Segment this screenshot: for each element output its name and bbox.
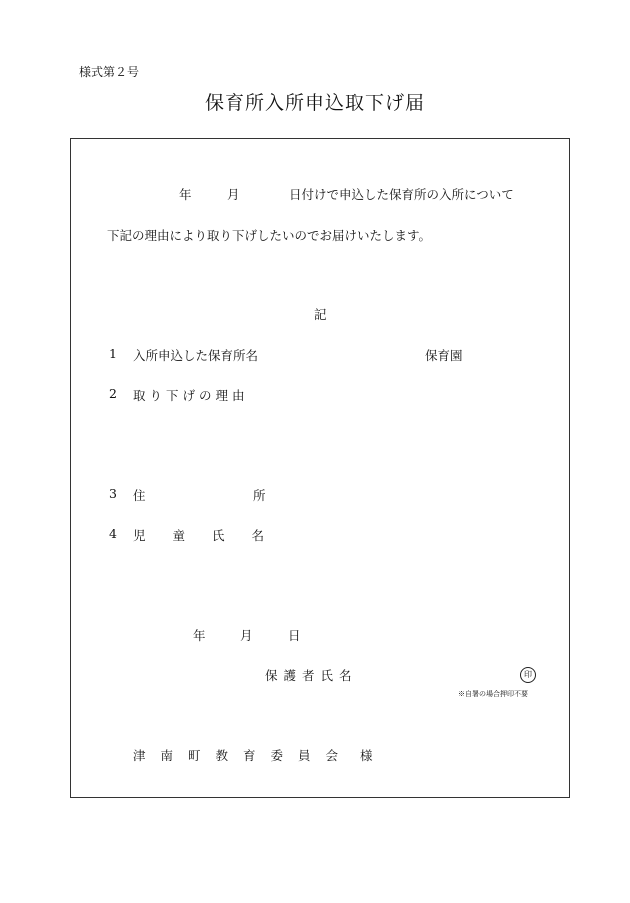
document-title: 保育所入所申込取下げ届 (204, 92, 425, 114)
item-4-number: 4 (109, 526, 117, 541)
item-3-label-a: 住 (133, 488, 146, 503)
form-number: 様式第２号 (79, 65, 140, 79)
item-3-label-b: 所 (253, 488, 266, 503)
ki-heading: 記 (314, 307, 327, 322)
item-4-label: 児童氏名 (133, 528, 292, 543)
date-year-label: 年 (193, 628, 206, 643)
item-1-suffix: 保育園 (425, 348, 463, 363)
date-day-label: 日 (288, 628, 301, 643)
date-month-label: 月 (240, 628, 253, 643)
seal-mark: 印 (520, 667, 536, 683)
intro-line2: 下記の理由により取り下げしたいのでお届けいたします。 (107, 228, 432, 243)
intro-line1: 日付けで申込した保育所の入所について (289, 187, 514, 202)
guardian-name-label: 保護者氏名 (265, 668, 358, 683)
addressee-name: 津南町教育委員会 (133, 748, 354, 763)
intro-year-label: 年 (179, 187, 192, 202)
addressee-honorific: 様 (360, 748, 373, 763)
item-2-label: 取り下げの理由 (133, 388, 249, 403)
item-2-number: 2 (109, 386, 117, 401)
item-3-number: 3 (109, 486, 117, 501)
intro-month-label: 月 (227, 187, 240, 202)
item-1-label: 入所申込した保育所名 (133, 348, 259, 363)
seal-note: ※自署の場合押印不要 (458, 690, 528, 698)
item-1-number: 1 (109, 346, 117, 361)
